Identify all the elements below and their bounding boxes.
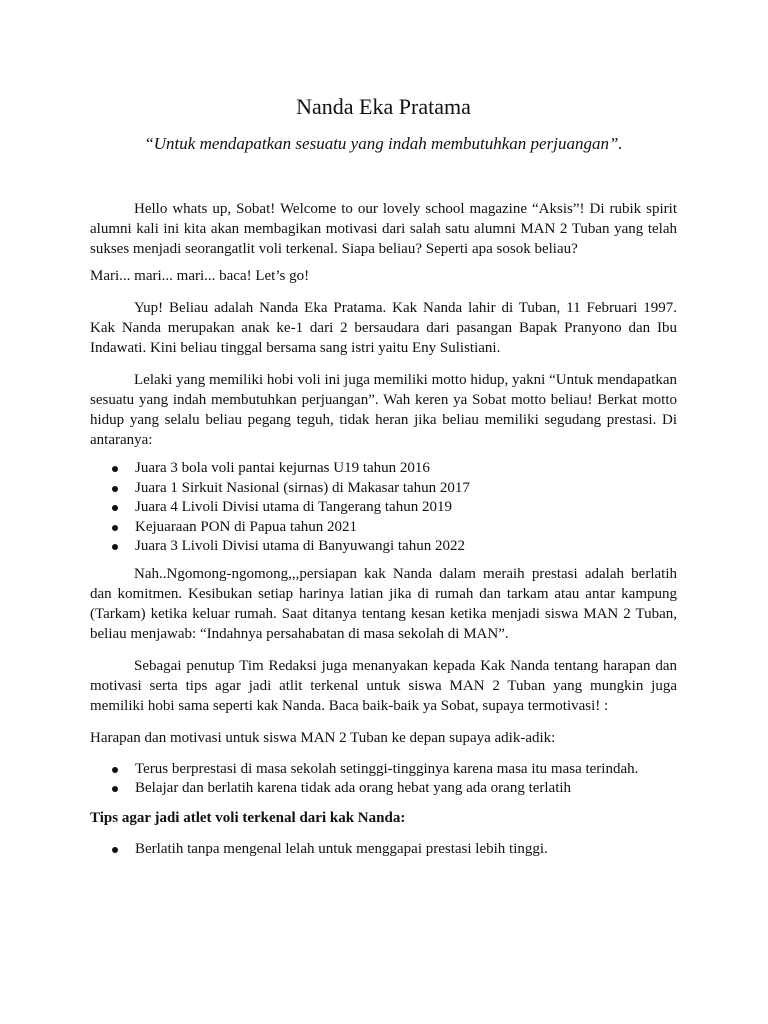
paragraph-harapan-intro: Harapan dan motivasi untuk siswa MAN 2 Tuban ke depan supaya adik-adik: [90, 729, 556, 746]
achievement-text: Juara 3 bola voli pantai kejurnas U19 tahun 2016 [135, 460, 430, 476]
achievement-text: Juara 4 Livoli Divisi utama di Tangerang tahun 2019 [135, 499, 452, 515]
list-item [90, 498, 677, 518]
bullet-icon [112, 466, 118, 472]
bullet-icon [112, 486, 118, 492]
paragraph-penutup: Sebagai penutup Tim Redaksi juga menanyakan kepada Kak Nanda tentang harapan dan motivasi serta tips agar jadi atlit terkenal untuk siswa MAN 2 Tuban yang mungkin juga memiliki hobi sama seperti kak Nanda. Baca baik-baik ya Sobat, supaya termotivasi! : [90, 657, 677, 714]
list-item [90, 537, 677, 557]
article-body [90, 199, 677, 859]
list-item [90, 459, 677, 479]
list-item [90, 840, 677, 860]
list-item [90, 779, 677, 799]
bullet-icon [112, 505, 118, 511]
bullet-icon [112, 544, 118, 550]
article-title: Nanda Eka Pratama [296, 94, 471, 119]
achievement-text: Juara 1 Sirkuit Nasional (sirnas) di Makasar tahun 2017 [135, 479, 470, 496]
paragraph-persiapan: Nah..Ngomong-ngomong,,,persiapan kak Nanda dalam meraih prestasi adalah berlatih dan komitmen. Kesibukan setiap harinya latian jika di rumah dan tarkam atau antar kampung (Tarkam) ketika keluar rumah. Saat ditanya tentang kesan ketika menjadi siswa MAN 2 Tuban, beliau menjawab: “Indahnya persahabatan di masa sekolah di MAN”. [90, 565, 677, 642]
tips-text: Berlatih tanpa mengenal lelah untuk menggapai prestasi lebih tinggi. [135, 840, 548, 857]
bullet-icon [112, 525, 118, 531]
harapan-text: Belajar dan berlatih karena tidak ada orang hebat yang ada orang terlatih [135, 780, 572, 796]
paragraph-hobby: Lelaki yang memiliki hobi voli ini juga memiliki motto hidup, yakni “Untuk mendapatkan sesuatu yang indah membutuhkan perjuangan”. Wah keren ya Sobat motto beliau! Berkat motto hidup yang selalu beliau pegang teguh, tidak heran jika beliau memiliki segudang prestasi. Di antaranya: [90, 372, 677, 448]
achievements-list [90, 459, 677, 557]
paragraph-mari: Mari... mari... mari... baca! Let’s go! [90, 268, 310, 284]
achievement-text: Juara 3 Livoli Divisi utama di Banyuwangi tahun 2022 [135, 538, 465, 554]
paragraph-bio: Yup! Beliau adalah Nanda Eka Pratama. Kak Nanda lahir di Tuban, 11 Februari 1997. Kak Nanda merupakan anak ke-1 dari 2 bersaudara dari pasangan Bapak Pranyono dan Ibu Indawati. Kini beliau tinggal bersama sang istri yaitu Eny Sulistiani. [90, 300, 677, 356]
list-item [90, 518, 677, 538]
article-motto: “Untuk mendapatkan sesuatu yang indah membutuhkan perjuangan”. [144, 134, 623, 153]
bullet-icon [112, 786, 118, 792]
tips-list [90, 840, 677, 860]
paragraph-intro: Hello whats up, Sobat! Welcome to our lovely school magazine “Aksis”! Di rubik spirit alumni kali ini kita akan membagikan motivasi dari salah satu alumni MAN 2 Tuban yang telah sukses menjadi seorangatlit voli terkenal. Siapa beliau? Seperti apa sosok beliau? [90, 201, 677, 257]
list-item [90, 760, 677, 780]
bullet-icon [112, 847, 118, 853]
achievement-text: Kejuaraan PON di Papua tahun 2021 [135, 518, 358, 535]
list-item [90, 479, 677, 499]
bullet-icon [112, 767, 118, 773]
tips-heading: Tips agar jadi atlet voli terkenal dari kak Nanda: [90, 809, 406, 826]
harapan-text: Terus berprestasi di masa sekolah setinggi-tingginya karena masa itu masa terindah. [135, 760, 639, 777]
harapan-list [90, 760, 677, 799]
